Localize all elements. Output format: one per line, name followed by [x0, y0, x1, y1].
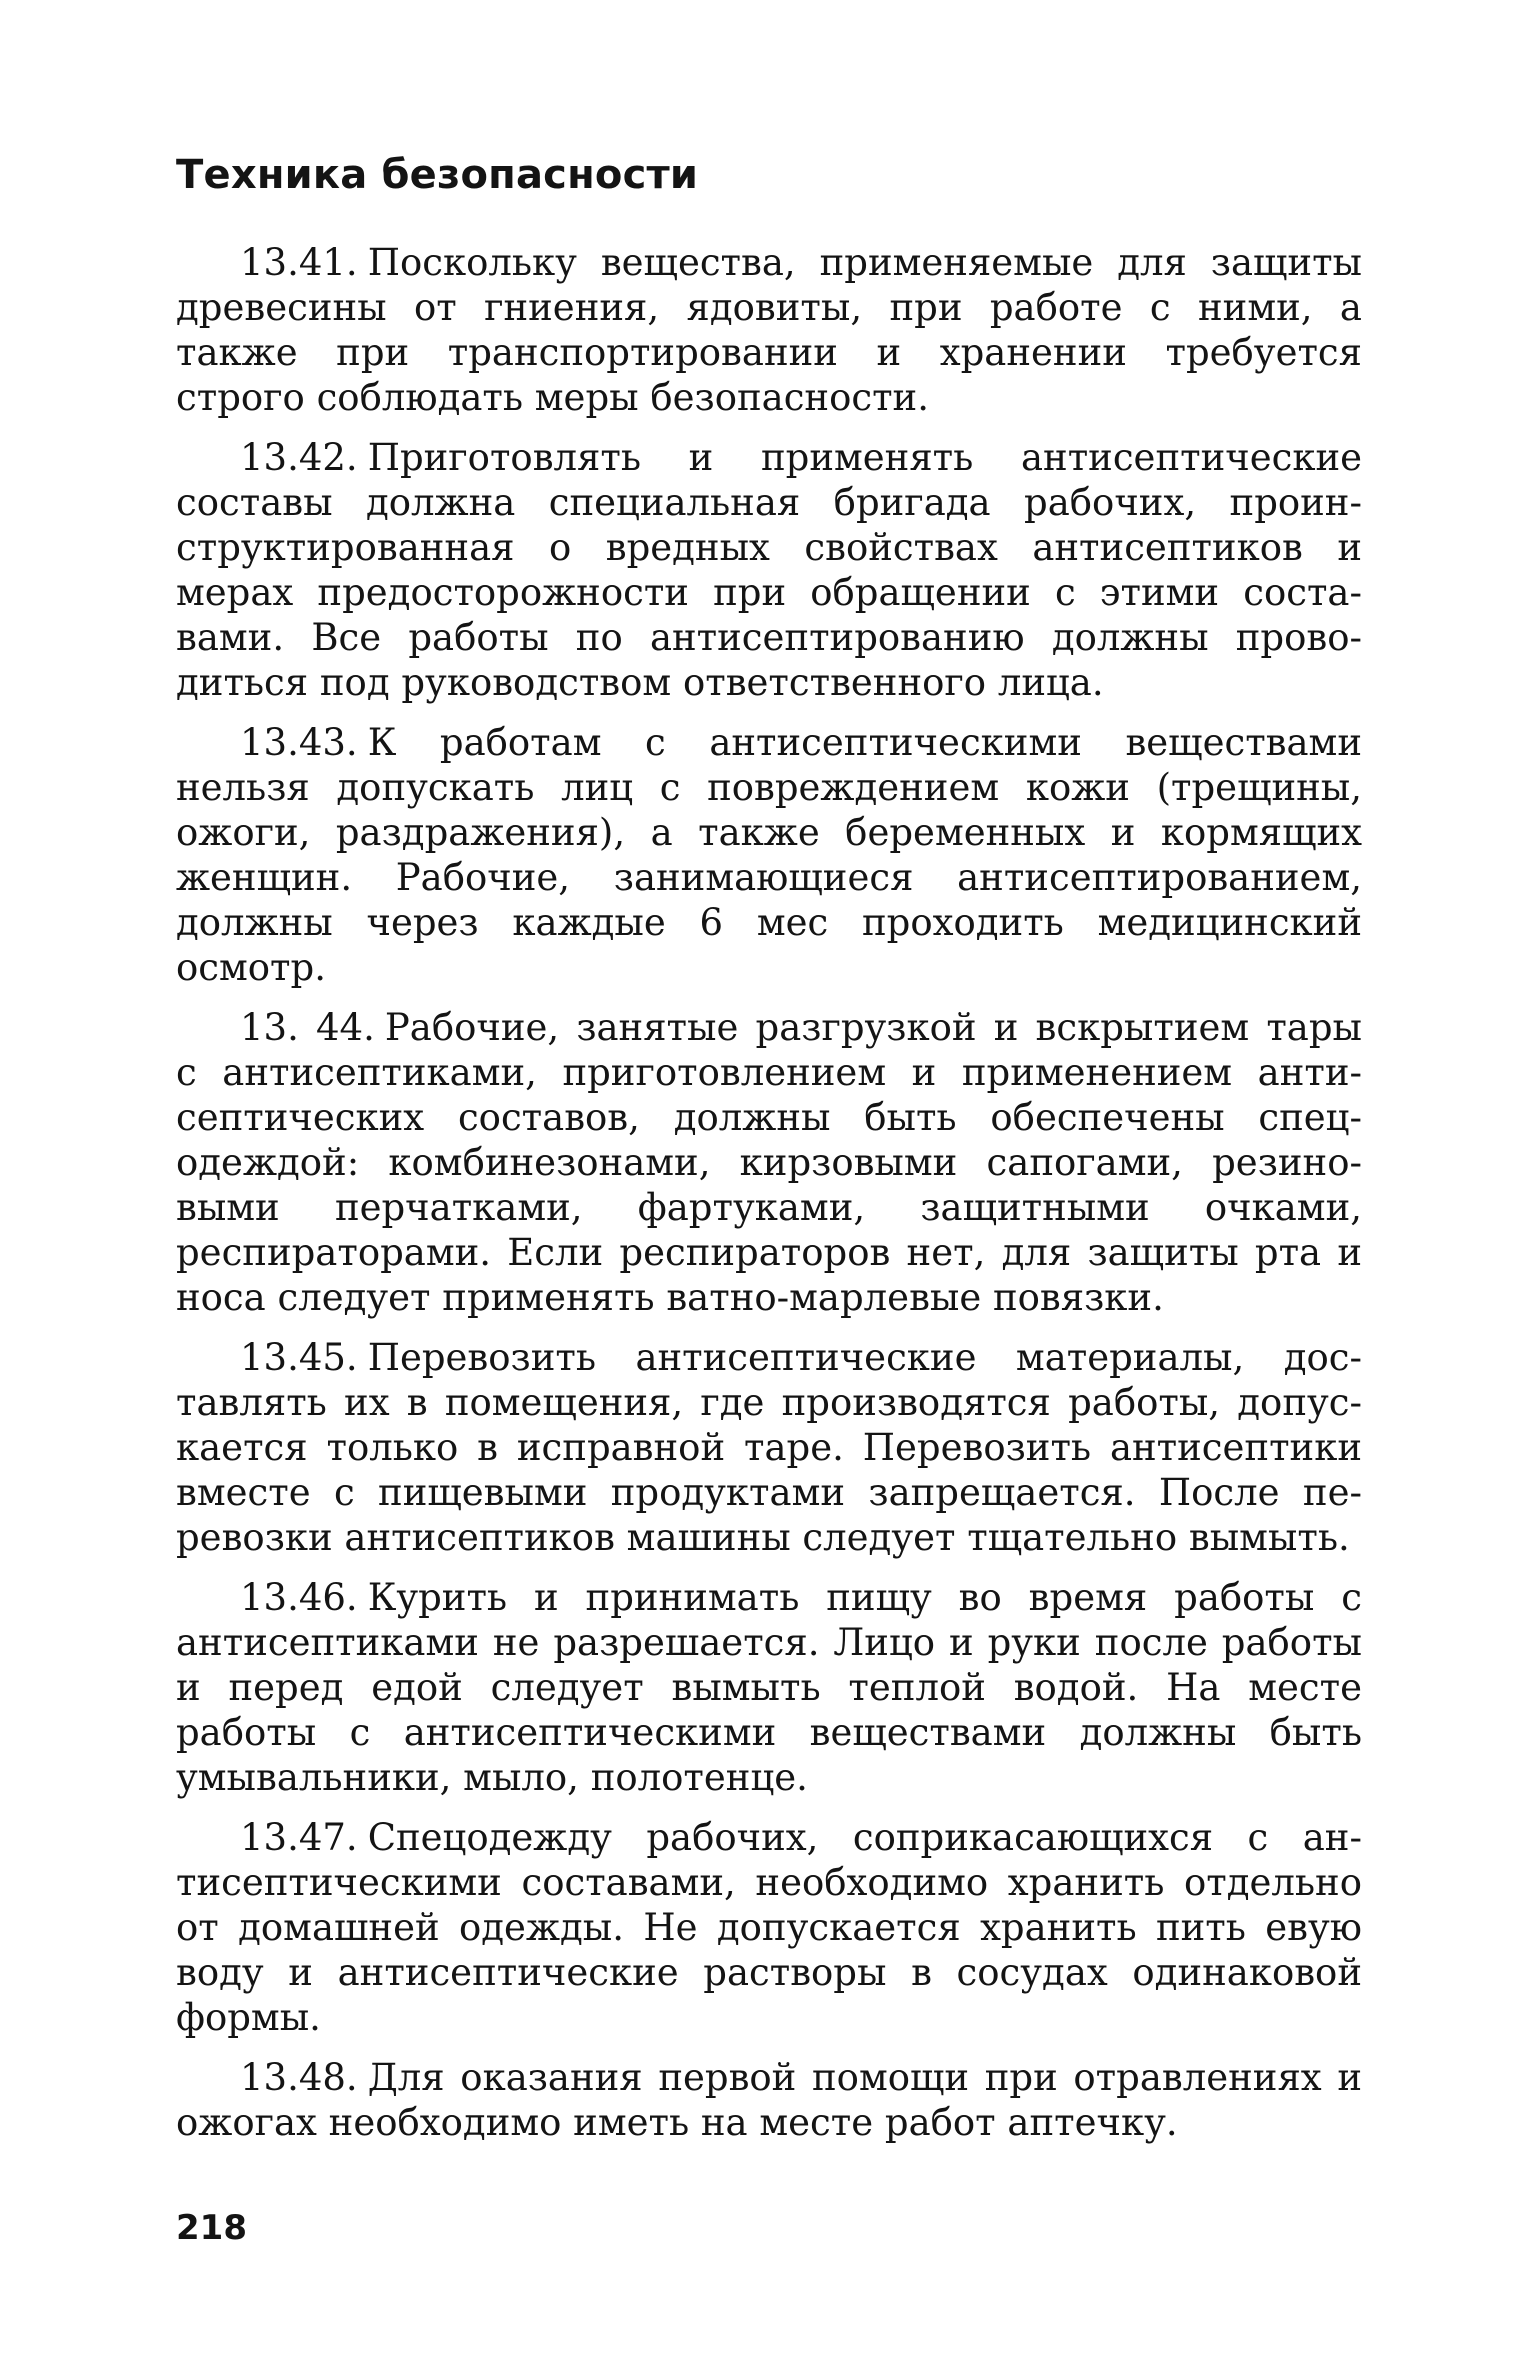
paragraph-13-43	[176, 720, 1362, 990]
section-title: Техника безопасности	[176, 152, 699, 198]
paragraph-13-42	[176, 435, 1362, 705]
paragraph-13-48	[176, 2055, 1362, 2145]
paragraph-text: Спецодежду рабочих, соприкасающихся с антисептическими составами, необходимо хранить отдельно от домашней одежды. Не допускается хранить пить евую воду и антисептические растворы в сосудах одинаковой формы.	[176, 1816, 1362, 2039]
paragraph-13-45	[176, 1335, 1362, 1560]
paragraph-text: Курить и принимать пищу во время работы с антисептиками не разрешается. Лицо и руки после работы и перед едой следует вымыть теплой водой. На месте работы с антисептическими веществами должны быть умывальники, мыло, полотенце.	[176, 1576, 1362, 1799]
paragraph-number: 13.48.	[240, 2056, 358, 2099]
paragraph-number: 13.41.	[240, 241, 358, 284]
paragraph-13-47	[176, 1815, 1362, 2040]
paragraph-text: Поскольку вещества, применяемые для защиты древесины от гниения, ядовиты, при работе с ними, а также при транспортировании и хранении требуется строго соблюдать меры безопасности.	[176, 241, 1362, 419]
paragraph-number: 13.47.	[240, 1816, 358, 1859]
paragraph-number: 13.42.	[240, 436, 358, 479]
paragraph-number: 13.43.	[240, 721, 358, 764]
paragraph-13-41	[176, 240, 1362, 420]
paragraph-text: К работам с антисептическими веществами нельзя допускать лиц с повреждением кожи (трещины, ожоги, раздражения), а также беременных и кормящих женщин. Рабочие, занимающиеся антисептированием, должны через каждые 6 мес проходить медицинский осмотр.	[176, 721, 1362, 989]
paragraph-number: 13. 44.	[240, 1006, 375, 1049]
paragraph-text: Перевозить антисептические материалы, доставлять их в помещения, где производятся работы, допускается только в исправной таре. Перевозить антисептики вместе с пищевыми продуктами запрещается. После перевозки антисептиков машины следует тщательно вымыть.	[176, 1336, 1362, 1559]
paragraph-text: Рабочие, занятые разгрузкой и вскрытием тары с антисептиками, приготовлением и применением антисептических составов, должны быть обеспечены спецодеждой: комбинезонами, кирзовыми сапогами, резиновыми перчатками, фартуками, защитными очками, респираторами. Если респираторов нет, для защиты рта и носа следует применять ватно-марлевые повязки.	[176, 1006, 1362, 1319]
paragraph-13-46	[176, 1575, 1362, 1800]
paragraph-text: Для оказания первой помощи при отравлениях и ожогах необходимо иметь на месте работ аптечку.	[176, 2056, 1362, 2144]
paragraph-number: 13.46.	[240, 1576, 358, 1619]
paragraph-number: 13.45.	[240, 1336, 358, 1379]
paragraph-13-44	[176, 1005, 1362, 1320]
page-body	[176, 150, 1362, 2160]
paragraph-text: Приготовлять и применять антисептические составы должна специальная бригада рабочих, проинструктированная о вредных свойствах антисептиков и мерах предосторожности при обращении с этими составами. Все работы по антисептированию должны проводиться под руководством ответственного лица.	[176, 436, 1362, 704]
page-number: 218	[176, 2208, 247, 2248]
